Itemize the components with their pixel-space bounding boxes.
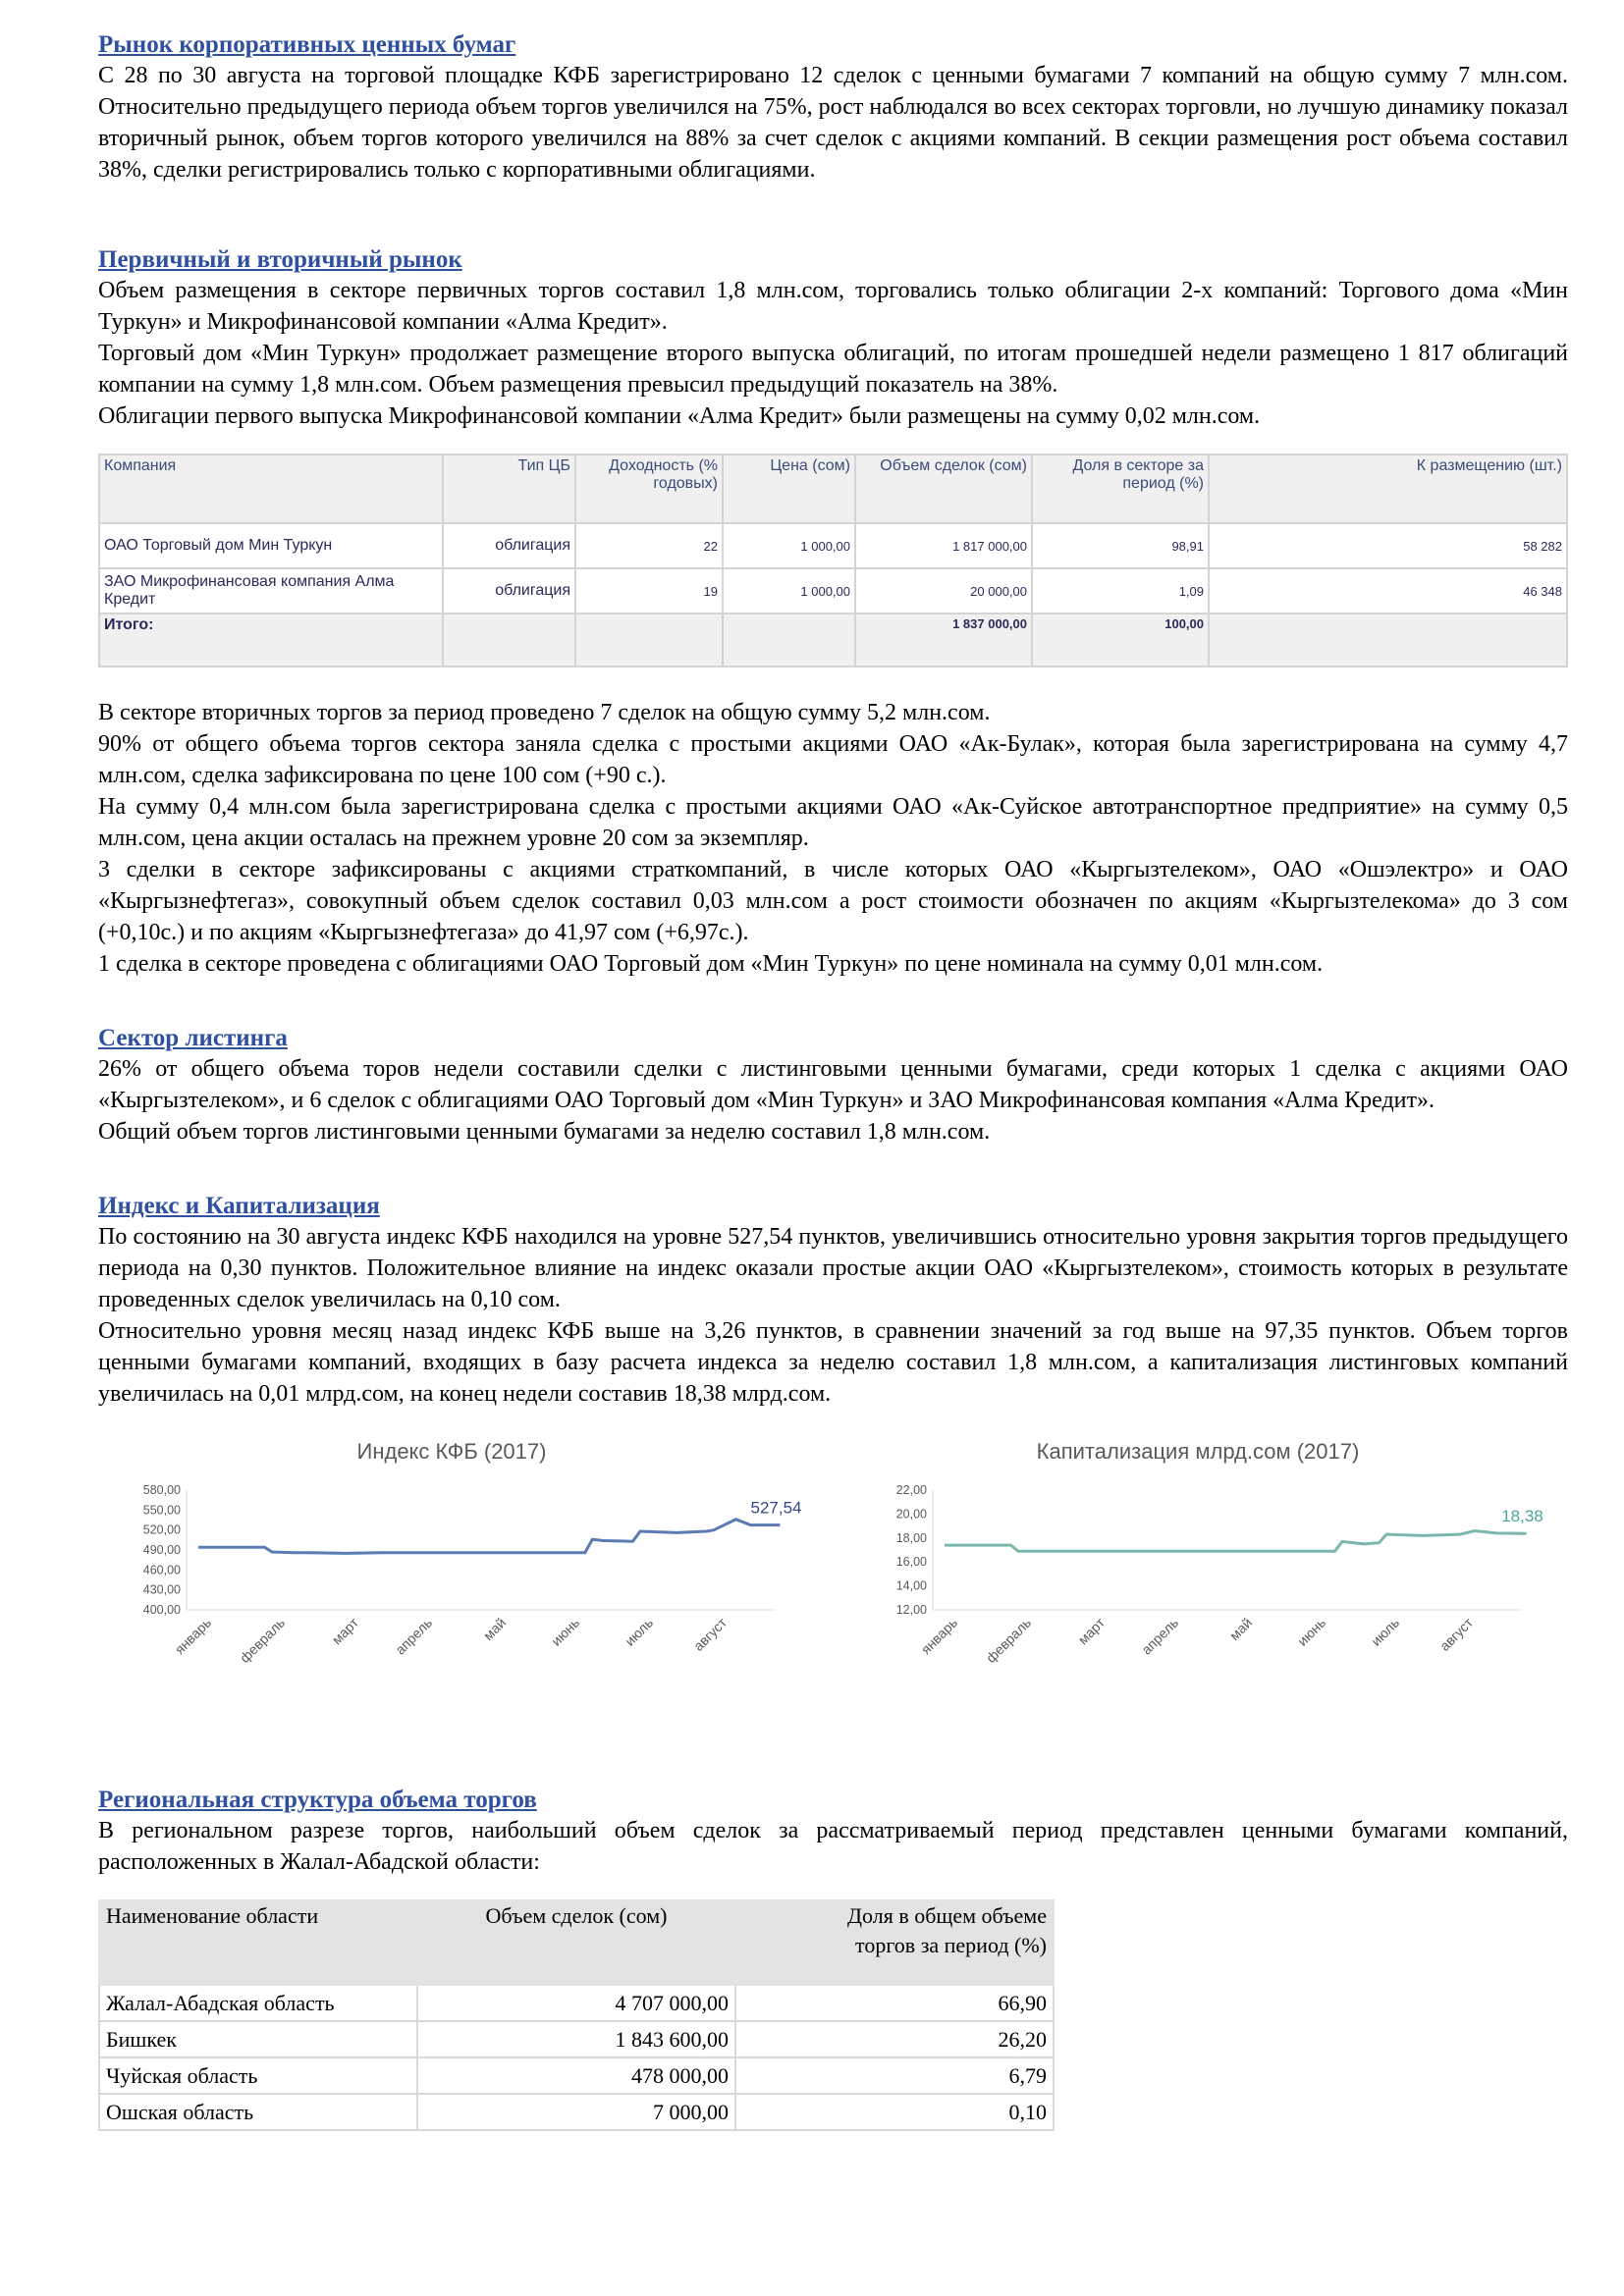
x-tick-label: январь — [917, 1614, 961, 1658]
paragraph: Облигации первого выпуска Микрофинансовой компании «Алма Кредит» были размещены на сумму 0,02 млн.сом. — [98, 403, 1261, 429]
x-tick-label: март — [1074, 1614, 1109, 1648]
x-tick-label: апрель — [1138, 1614, 1182, 1658]
x-tick-label: июль — [622, 1614, 657, 1649]
y-tick-label: 16,00 — [895, 1555, 927, 1570]
placement-table-wrap — [98, 454, 1568, 667]
capitalization-chart — [844, 1423, 1571, 1742]
col-price: Цена (сом) — [723, 454, 855, 523]
x-tick-label: июль — [1368, 1614, 1403, 1649]
cell: 98,91 — [1032, 523, 1209, 568]
table-total-row — [99, 614, 1567, 667]
table-row — [99, 523, 1567, 568]
paragraph: 3 сделки в секторе зафиксированы с акциями страткомпаний, в числе которых ОАО «Кыргызтелеком», ОАО «Ошэлектро» и ОАО «Кыргызнефтегаз», совокупный объем сделок составил 0,03 млн.сом а рост стоимости обозначен по акциям «Кыргызтелекома» до 3 сом (+0,10с.) и по акциям «Кыргызнефтегаза» до 41,97 сом (+6,97с.). — [98, 857, 1568, 945]
cell: 1 817 000,00 — [855, 523, 1032, 568]
y-tick-label: 12,00 — [895, 1603, 927, 1617]
cell: облигация — [443, 568, 575, 614]
cell: 19 — [575, 568, 723, 614]
capitalization-chart-svg — [844, 1423, 1571, 1737]
table-header-row — [99, 1900, 1054, 1985]
regional-table — [98, 1899, 1055, 2131]
y-tick-label: 14,00 — [895, 1578, 927, 1593]
col-share: Доля в секторе за период (%) — [1032, 454, 1209, 523]
x-tick-label: август — [1436, 1614, 1477, 1654]
cell: 4 707 000,00 — [417, 1985, 735, 2021]
cell — [443, 614, 575, 667]
col-company: Компания — [99, 454, 443, 523]
x-tick-label: февраль — [982, 1614, 1035, 1666]
y-tick-label: 400,00 — [142, 1603, 181, 1617]
total-volume: 1 837 000,00 — [855, 614, 1032, 667]
paragraph: Общий объем торгов листинговыми ценными бумагами за неделю составил 1,8 млн.сом. — [98, 1119, 991, 1145]
paragraph: Относительно уровня месяц назад индекс КФБ выше на 3,26 пунктов, в сравнении значений за год выше на 97,35 пунктов. Объем торгов ценными бумагами компаний, входящих в базу расчета индекса за неделю составил 1,8 млн.сом, а капитализация листинговых компаний увеличилась на 0,01 млрд.сом, на конец недели составив 18,38 млрд.сом. — [98, 1318, 1568, 1407]
col-volume: Объем сделок (сом) — [417, 1900, 735, 1985]
col-region: Наименование области — [99, 1900, 417, 1985]
y-tick-label: 22,00 — [895, 1483, 927, 1497]
x-tick-label: июнь — [1294, 1614, 1329, 1649]
chart-title: Индекс КФБ (2017) — [356, 1439, 547, 1464]
col-to-place: К размещению (шт.) — [1209, 454, 1567, 523]
document-page — [98, 29, 1568, 2131]
cell — [723, 614, 855, 667]
chart-title: Капитализация млрд.сом (2017) — [1036, 1439, 1360, 1464]
x-tick-label: март — [328, 1614, 362, 1648]
paragraph: В региональном разрезе торгов, наибольший объем сделок за рассматриваемый период представлен ценными бумагами компаний, расположенных в Жалал-Абадской области: — [98, 1818, 1568, 1875]
cell: 6,79 — [735, 2057, 1054, 2094]
section-title: Рынок корпоративных ценных бумаг — [98, 31, 516, 58]
x-tick-label: июнь — [548, 1614, 583, 1649]
table-header-row — [99, 454, 1567, 523]
paragraph: 26% от общего объема торов недели составили сделки с листинговыми ценными бумагами, среди которых 1 сделка с акциями ОАО «Кыргызтелеком», и 6 сделок с облигациями ОАО Торговый дом «Мин Туркун» и ЗАО Микрофинансовая компания «Алма Кредит». — [98, 1056, 1568, 1113]
section-primary-secondary — [98, 244, 1568, 432]
cell — [575, 614, 723, 667]
cell: облигация — [443, 523, 575, 568]
data-label: 527,54 — [750, 1498, 802, 1518]
section-corporate-market — [98, 29, 1568, 186]
cell: 0,10 — [735, 2094, 1054, 2130]
index-chart — [98, 1423, 825, 1742]
series-line — [198, 1520, 781, 1554]
x-tick-label: май — [1225, 1614, 1256, 1643]
series-line — [945, 1531, 1527, 1552]
section-secondary — [98, 697, 1568, 980]
placement-table — [98, 454, 1568, 667]
charts-row — [98, 1423, 1568, 1747]
x-tick-label: февраль — [236, 1614, 289, 1666]
cell: 26,20 — [735, 2021, 1054, 2057]
index-chart-svg — [98, 1423, 825, 1737]
cell: 20 000,00 — [855, 568, 1032, 614]
regional-table-wrap — [98, 1899, 1568, 2131]
cell: 58 282 — [1209, 523, 1567, 568]
cell — [1209, 614, 1567, 667]
y-tick-label: 20,00 — [895, 1507, 927, 1522]
cell: Жалал-Абадская область — [99, 1985, 417, 2021]
cell: Ошская область — [99, 2094, 417, 2130]
cell: 1 843 600,00 — [417, 2021, 735, 2057]
cell: 1 000,00 — [723, 523, 855, 568]
cell: 1 000,00 — [723, 568, 855, 614]
cell: 46 348 — [1209, 568, 1567, 614]
x-tick-label: май — [479, 1614, 510, 1643]
y-tick-label: 550,00 — [142, 1503, 181, 1518]
paragraph: 1 сделка в секторе проведена с облигациями ОАО Торговый дом «Мин Туркун» по цене номинала на сумму 0,01 млн.сом. — [98, 951, 1324, 977]
section-title: Региональная структура объема торгов — [98, 1787, 537, 1813]
section-title: Сектор листинга — [98, 1025, 288, 1051]
y-tick-label: 490,00 — [142, 1543, 181, 1557]
y-tick-label: 520,00 — [142, 1522, 181, 1537]
cell: 1,09 — [1032, 568, 1209, 614]
paragraph: 90% от общего объема торгов сектора заняла сделка с простыми акциями ОАО «Ак-Булак», которая была зарегистрирована на сумму 4,7 млн.сом, сделка зафиксирована по цене 100 сом (+90 с.). — [98, 731, 1568, 788]
col-yield: Доходность (% годовых) — [575, 454, 723, 523]
y-tick-label: 460,00 — [142, 1563, 181, 1577]
total-share: 100,00 — [1032, 614, 1209, 667]
y-tick-label: 18,00 — [895, 1530, 927, 1545]
cell: 7 000,00 — [417, 2094, 735, 2130]
paragraph: С 28 по 30 августа на торговой площадке КФБ зарегистрировано 12 сделок с ценными бумагами 7 компаний на общую сумму 7 млн.сом. Относительно предыдущего периода объем торгов увеличился на 75%, рост наблюдался во всех секторах торговли, но лучшую динамику показал вторичный рынок, объем торгов которого увеличился на 88% за счет сделок с акциями компаний. В секции размещения рост объема составил 38%, сделки регистрировались только с корпоративными облигациями. — [98, 63, 1568, 183]
total-label: Итого: — [99, 614, 443, 667]
cell: ОАО Торговый дом Мин Туркун — [99, 523, 443, 568]
section-title: Индекс и Капитализация — [98, 1193, 380, 1219]
cell: ЗАО Микрофинансовая компания Алма Кредит — [99, 568, 443, 614]
cell: Чуйская область — [99, 2057, 417, 2094]
y-tick-label: 430,00 — [142, 1582, 181, 1597]
x-tick-label: январь — [171, 1614, 215, 1658]
data-label: 18,38 — [1501, 1507, 1543, 1526]
x-tick-label: апрель — [392, 1614, 436, 1658]
paragraph: По состоянию на 30 августа индекс КФБ находился на уровне 527,54 пунктов, увеличившись относительно уровня закрытия торгов предыдущего периода на 0,30 пунктов. Положительное влияние на индекс оказали простые акции ОАО «Кыргызтелеком», стоимость которых в результате проведенных сделок увеличилась на 0,10 сом. — [98, 1224, 1568, 1312]
paragraph: Торговый дом «Мин Туркун» продолжает размещение второго выпуска облигаций, по итогам прошедшей недели размещено 1 817 облигаций компании на сумму 1,8 млн.сом. Объем размещения превысил предыдущий показатель на 38%. — [98, 341, 1568, 398]
table-row — [99, 1985, 1054, 2021]
table-row — [99, 2021, 1054, 2057]
section-index — [98, 1191, 1568, 1410]
col-share — [735, 1900, 1054, 1985]
col-volume: Объем сделок (сом) — [855, 454, 1032, 523]
col-share-line1: Доля в общем объеме — [847, 1903, 1047, 1928]
cell: 22 — [575, 523, 723, 568]
cell: Бишкек — [99, 2021, 417, 2057]
section-listing — [98, 1023, 1568, 1148]
x-tick-label: август — [690, 1614, 731, 1654]
table-row — [99, 2057, 1054, 2094]
col-type: Тип ЦБ — [443, 454, 575, 523]
cell: 478 000,00 — [417, 2057, 735, 2094]
paragraph: Объем размещения в секторе первичных торгов составил 1,8 млн.сом, торговались только облигации 2-х компаний: Торгового дома «Мин Туркун» и Микрофинансовой компании «Алма Кредит». — [98, 278, 1568, 335]
section-title: Первичный и вторичный рынок — [98, 246, 462, 273]
paragraph: На сумму 0,4 млн.сом была зарегистрирована сделка с простыми акциями ОАО «Ак-Суйское автотранспортное предприятие» на сумму 0,5 млн.сом, цена акции осталась на прежнем уровне 20 сом за экземпляр. — [98, 794, 1568, 851]
paragraph: В секторе вторичных торгов за период проведено 7 сделок на общую сумму 5,2 млн.сом. — [98, 700, 991, 725]
cell: 66,90 — [735, 1985, 1054, 2021]
y-tick-label: 580,00 — [142, 1483, 181, 1497]
table-row — [99, 568, 1567, 614]
section-regional — [98, 1785, 1568, 1878]
col-share-line2: торгов за период (%) — [855, 1933, 1047, 1957]
table-row — [99, 2094, 1054, 2130]
